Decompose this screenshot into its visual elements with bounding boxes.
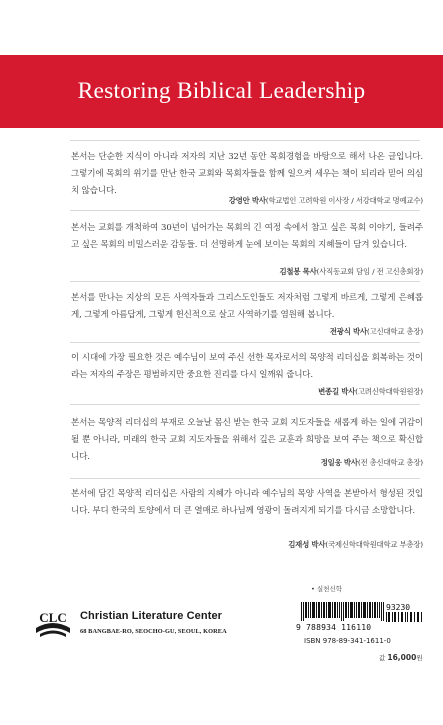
logo-text: CLC	[39, 610, 67, 625]
endorser: 강영안 박사(학교법인 고려학원 이사장 / 서강대학교 명예교수)	[228, 196, 423, 205]
barcode-number: 9 788934 116110	[296, 623, 372, 632]
endorsement-1	[71, 149, 423, 205]
title-banner	[0, 55, 443, 128]
endorsement-text: 본서는 목양적 리더십의 부재로 오늘날 몸신 받는 한국 교회 지도자들을 새롭게 하는 일에 귀감이 될 뿐 아니라, 미래의 한국 교회 지도자들을 위해서 깊은 교훈과 희망을 보여 주는 책으로 확신합니다.	[71, 418, 423, 462]
divider	[70, 404, 420, 405]
endorsement-3	[71, 290, 423, 336]
endorsement-2	[71, 220, 423, 276]
genre-label: • 실천신학	[311, 585, 343, 593]
price-label: 값 16,000원	[379, 653, 423, 662]
endorser: 전광식 박사(고신대학교 총장)	[329, 327, 423, 336]
endorsement-text: 본서를 만나는 지상의 모든 사역자들과 그리스도인들도 저자처럼 그렇게 바르게, 그렇게 은혜롭게, 그렇게 아름답게, 그렇게 헌신적으로 살고 사역하기를 염원해 봅니다.	[71, 293, 423, 320]
book-title: Restoring Biblical Leadership	[77, 78, 366, 104]
divider	[70, 281, 420, 282]
addon-barcode	[386, 612, 423, 622]
endorsement-5	[71, 415, 423, 466]
addon-code: 93230	[386, 603, 411, 612]
endorsement-6	[71, 486, 423, 549]
clc-logo-icon	[32, 606, 74, 642]
publisher-name: Christian Literature Center	[80, 610, 223, 622]
divider	[70, 478, 420, 479]
endorsement-text: 본서는 교회를 개척하여 30년이 넘어가는 목회의 긴 여정 속에서 참고 싶은 목회 이야기, 들려주고 싶은 목회의 비밀스러운 감동들. 더 선명하게 눈에 보이는 목회의 지혜들이 담겨 있습니다.	[71, 223, 423, 250]
divider	[70, 210, 420, 211]
endorser: 김재성 박사(국제신학대학원대학교 부총장)	[288, 540, 423, 549]
endorsement-text: 본서에 담긴 목양적 리더십은 사람의 지혜가 아니라 예수님의 목양 사역을 본받아서 형성된 것입니다. 부디 한국의 토양에서 더 큰 열매로 하나님께 영광이 돌려지게 되기를 다시금 소망합니다.	[71, 489, 423, 516]
publisher-address: 68 BANGBAE-RO, SEOCHO-GU, SEOUL, KOREA	[80, 628, 227, 635]
endorsement-4	[71, 350, 423, 396]
divider	[70, 342, 420, 343]
endorser: 정일웅 박사(전 총신대학교 총장)	[320, 458, 423, 467]
barcode-image	[301, 602, 385, 621]
isbn-label: ISBN 978-89-341-1611-0	[304, 637, 391, 645]
divider	[70, 140, 420, 141]
endorser: 변종길 박사(고려신학대학원원장)	[318, 387, 423, 396]
endorser: 김철봉 목사(사직동교회 담임 / 전 고신총회장)	[279, 267, 423, 276]
endorsement-text: 본서는 단순한 지식이 아니라 저자의 지난 32년 동안 목회경험을 바탕으로 해서 나온 글입니다. 그렇기에 목회의 위기를 만난 한국 교회와 목회자들을 함께 일으켜 세우는 책이 되리라 믿어 의심치 않습니다.	[71, 152, 423, 196]
endorsement-text: 이 시대에 가장 필요한 것은 예수님이 보여 주신 선한 목자로서의 목양적 리더십을 회복하는 것이라는 저자의 주장은 평범하지만 중요한 진리를 다시 일깨워 줍니다.	[71, 353, 423, 380]
